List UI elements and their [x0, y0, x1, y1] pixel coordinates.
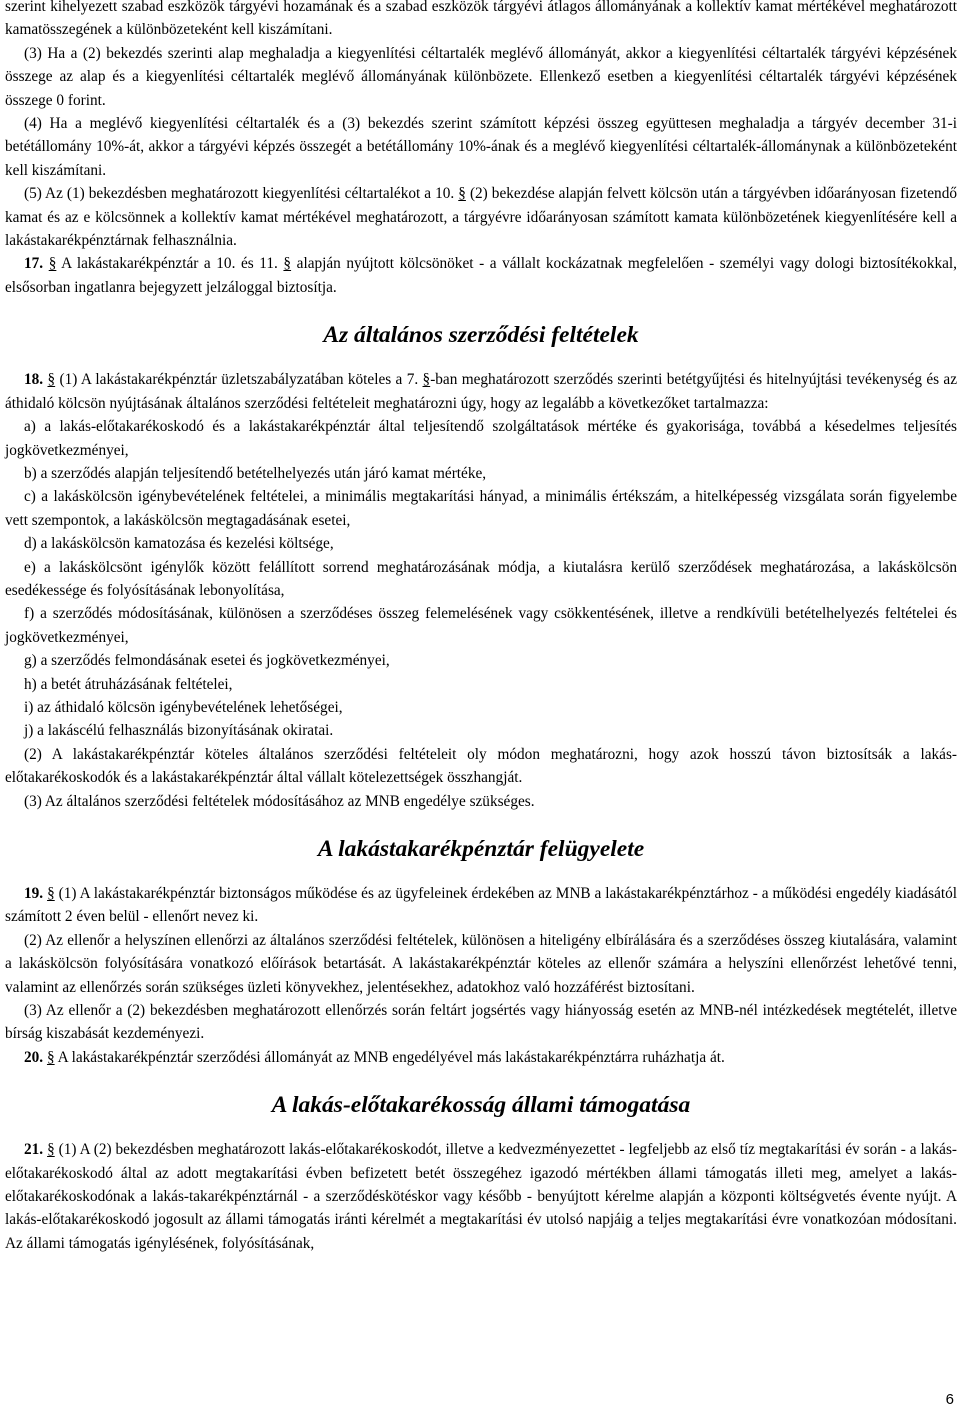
section-number: 18. [24, 371, 44, 389]
section-heading: A lakástakarékpénztár felügyelete [317, 836, 645, 862]
list-item: j) a lakáscélú felhasználás bizonyításának okiratai. [24, 722, 334, 740]
list-item: a) a lakás-előtakarékoskodó és a lakástakarékpénztár által teljesítendő szolgáltatások mértéke és gyakorisága, továbbá a késedelmes teljesítés jogkövetkezményei, [5, 418, 957, 459]
list-item: c) a lakáskölcsön igénybevételének feltételei, a minimális megtakarítási hányad, a minimális értékszám, a hitelképesség vizsgálata során figyelembe vett szempontok, a lakáskölcsön megtagadásának esetei, [5, 488, 957, 529]
paragraph-21-text: (1) A (2) bekezdésben meghatározott lakás-előtakarékoskodót, illetve a kedvezményezettet - legfeljebb az első tíz megtakarítási év során - a lakás-előtakarékoskodó által az adott megtakarítási évben befizetett betét összegéhez igazodó mértékben állami támogatás illeti meg, amelyet a lakás-előtakarékoskodónak a lakás-takarékpénztárnál - a szerződéskötéskor vagy később - benyújtott kérelme alapján a központi költségvetés évente nyújt. A lakás-előtakarékoskodó jogosult az állami támogatás iránti kérelmét a megtakarítási év utolsó napjáig a teljes megtakarítási évre vonatkozóan módosítani. Az állami támogatás igénylésének, folyósításának, [5, 1141, 957, 1252]
section-link[interactable]: § [47, 371, 56, 389]
paragraph-16-5-part-a: (5) Az (1) bekezdésben meghatározott kiegyenlítési céltartalékot a 10. [24, 185, 455, 203]
paragraph-16-4: (4) Ha a meglévő kiegyenlítési céltartalék és a (3) bekezdés szerint számított képzési összeg együttesen meghaladja a tárgyév december 31-i betétállomány 10%-át, akkor a tárgyévi képzés összegét a betétállomány 10%-ának és a meglévő kiegyenlítési céltartalék-állománynak a különbözeteként kell kiszámítani. [5, 115, 957, 179]
section-link[interactable]: § [47, 885, 55, 902]
section-link[interactable]: § [48, 255, 57, 273]
section-link[interactable]: § [422, 371, 431, 389]
paragraph-19-3: (3) Az ellenőr a (2) bekezdésben meghatározott ellenőrzés során feltárt jogsértés vagy hiányosság esetén az MNB-nél intézkedések megtételét, illetve bírság kiszabását kezdeményezi. [5, 1002, 957, 1043]
list-item: g) a szerződés felmondásának esetei és jogkövetkezményei, [24, 652, 390, 670]
section-link[interactable]: § [283, 255, 292, 273]
section-number: 20. [24, 1048, 44, 1066]
section-number: 17. [24, 255, 44, 273]
list-item: i) az áthidaló kölcsön igénybevételének lehetőségei, [24, 698, 343, 716]
paragraph-19-1-text: (1) A lakástakarékpénztár biztonságos működése és az ügyfeleinek érdekében az MNB a lakástakarékpénztárhoz - a működési engedély kiadásától számított 2 éven belül - ellenőrt nevez ki. [5, 885, 958, 926]
section-heading: Az általános szerződési feltételek [323, 322, 639, 349]
paragraph-18-part-b: -ban meghatározott szerződés szerinti betétgyűjtési és hitelnyújtási tevékenység és az áthidaló kölcsön nyújtásának általános szerződési feltételeit meghatározni úgy, hogy az legalább a következőket tartalmazza: [5, 371, 957, 412]
section-number: 21. [24, 1141, 44, 1159]
document-page [5, 0, 957, 1255]
list-item: b) a szerződés alapján teljesítendő betételhelyezés után járó kamat mértéke, [24, 464, 487, 482]
paragraph-18-3: (3) Az általános szerződési feltételek módosításához az MNB engedélye szükséges. [24, 792, 535, 810]
paragraph-17-part-a: A lakástakarékpénztár a 10. és 11. [61, 255, 278, 273]
list-item: d) a lakáskölcsön kamatozása és kezelési költsége, [24, 535, 334, 553]
paragraph-18-2: (2) A lakástakarékpénztár köteles általános szerződési feltételeit oly módon meghatározni, hogy azok hosszú távon biztosítsák a lakás-előtakarékoskodók és a lakástakarékpénztár által vállalt kötelezettségek összhangját. [5, 745, 957, 787]
section-heading: A lakás-előtakarékosság állami támogatása [271, 1092, 691, 1119]
paragraph-17-part-b: alapján nyújtott kölcsönöket - a vállalt kockázatnak megfelelően - személyi vagy dologi biztosítékokkal, elsősorban ingatlanra bejegyzett jelzáloggal biztosítja. [5, 255, 957, 296]
paragraph-16-3: (3) Ha a (2) bekezdés szerinti alap meghaladja a kiegyenlítési céltartalék meglévő állományát, akkor a kiegyenlítési céltartalék tárgyévi képzésének összege az alap és a kiegyenlítési céltartalék meglévő állományának különbözete. Ellenkező esetben a kiegyenlítési céltartalék tárgyévi képzésének összege 0 forint. [5, 44, 957, 109]
section-link[interactable]: § [47, 1141, 55, 1159]
list-item: f) a szerződés módosításának, különösen a szerződéses összeg felemelésének vagy csökkentésének, illetve a rendkívüli betételhelyezés feltételei és jogkövetkezményei, [5, 605, 957, 646]
section-link[interactable]: § [46, 1048, 55, 1066]
paragraph-18-1 [5, 368, 957, 415]
requirements-list [5, 415, 957, 743]
paragraph-17 [5, 252, 957, 299]
paragraph-20-text: A lakástakarékpénztár szerződési állományát az MNB engedélyével más lakástakarékpénztárra ruházhatja át. [57, 1048, 725, 1066]
section-link[interactable]: § [458, 185, 466, 203]
paragraph-continuation: szerint kihelyezett szabad eszközök tárgyévi hozamának és a szabad eszközök tárgyévi átlagos állományának a kollektív kamat mértékével meghatározott kamatösszegének a különbözeteként kell kiszámítani. [5, 0, 957, 39]
paragraph-21-1 [5, 1138, 957, 1255]
list-item: e) a lakáskölcsönt igénylők között felállított sorrend meghatározásának módja, a kiutalásra kerülő szerződések meghatározása, a lakáskölcsön esedékessége és folyósításának lebonyolítása, [5, 558, 957, 599]
paragraph-19-2: (2) Az ellenőr a helyszínen ellenőrzi az általános szerződési feltételek, különösen a hiteligény elbírálására és a szerződéses összeg kiutalására, valamint a lakáskölcsön folyósítására vonatkozó előírások betartását. A lakástakarékpénztár köteles az ellenőr számára a helyszíni ellenőrzést lehetővé tenni, valamint az ellenőrzés során szükséges üzleti könyvekhez, jelentésekhez, adatokhoz való hozzáférést biztosítani. [5, 931, 957, 996]
section-number: 19. [24, 885, 44, 902]
paragraph-16-5-part-b: (2) bekezdése alapján felvett kölcsön után a tárgyévben időarányosan fizetendő kamat és az e kölcsönnek a kollektív kamat mértékével meghatározott, a tárgyévre időarányosan számított kamata különbözetének kiegyenlítésére kell a lakástakarékpénztárnak felhasználnia. [5, 185, 957, 250]
page-number: 6 [945, 1391, 954, 1408]
list-item: h) a betét átruházásának feltételei, [24, 675, 233, 693]
paragraph-20 [5, 1046, 957, 1069]
paragraph-18-part-a: (1) A lakástakarékpénztár üzletszabályzatában köteles a 7. [59, 371, 419, 389]
paragraph-19-1 [5, 882, 957, 929]
paragraph-16-5 [5, 182, 957, 252]
